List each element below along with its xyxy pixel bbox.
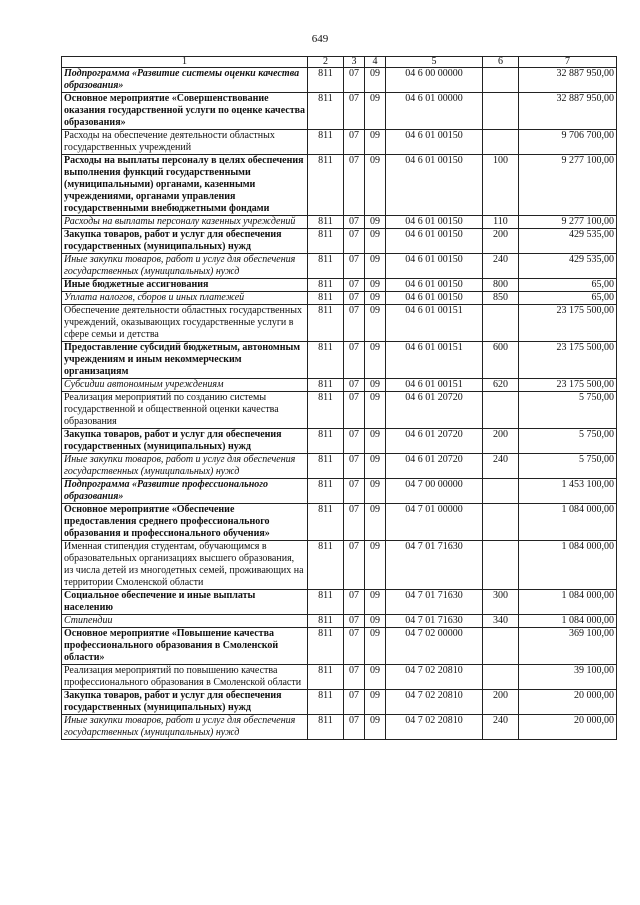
expense-type-code-cell: 850: [483, 292, 519, 305]
subsection-code-cell: 09: [365, 454, 386, 479]
expense-type-code-cell: 300: [483, 590, 519, 615]
subsection-code-cell: 09: [365, 292, 386, 305]
section-code-cell: 07: [344, 216, 365, 229]
subsection-code-cell: 09: [365, 665, 386, 690]
section-code-cell: 07: [344, 715, 365, 740]
target-article-code-cell: 04 6 01 20720: [386, 429, 483, 454]
table-row: [62, 155, 617, 216]
expense-name-cell: Основное мероприятие «Обеспечение предоставления среднего профессионального образования и профессионального обучения»: [62, 504, 308, 541]
subsection-code-cell: 09: [365, 342, 386, 379]
table-row: [62, 690, 617, 715]
amount-cell: 5 750,00: [519, 429, 617, 454]
table-row: [62, 615, 617, 628]
ministry-code-cell: 811: [308, 504, 344, 541]
table-row: [62, 454, 617, 479]
expense-name-cell: Предоставление субсидий бюджетным, автономным учреждениям и иным некоммерческим организациям: [62, 342, 308, 379]
ministry-code-cell: 811: [308, 292, 344, 305]
expense-type-code-cell: [483, 68, 519, 93]
subsection-code-cell: 09: [365, 479, 386, 504]
expense-name-cell: Расходы на обеспечение деятельности областных государственных учреждений: [62, 130, 308, 155]
table-row: [62, 628, 617, 665]
table-row: [62, 504, 617, 541]
amount-cell: 429 535,00: [519, 229, 617, 254]
ministry-code-cell: 811: [308, 93, 344, 130]
subsection-code-cell: 09: [365, 254, 386, 279]
target-article-code-cell: 04 6 01 00150: [386, 254, 483, 279]
expense-name-cell: Основное мероприятие «Повышение качества профессионального образования в Смоленской области»: [62, 628, 308, 665]
subsection-code-cell: 09: [365, 690, 386, 715]
amount-cell: 65,00: [519, 292, 617, 305]
target-article-code-cell: 04 7 02 00000: [386, 628, 483, 665]
section-code-cell: 07: [344, 155, 365, 216]
header-row: [62, 57, 617, 68]
subsection-code-cell: 09: [365, 392, 386, 429]
section-code-cell: 07: [344, 479, 365, 504]
amount-cell: 1 453 100,00: [519, 479, 617, 504]
amount-cell: 1 084 000,00: [519, 590, 617, 615]
section-code-cell: 07: [344, 130, 365, 155]
expense-type-code-cell: [483, 479, 519, 504]
column-header: 3: [344, 57, 365, 68]
expense-type-code-cell: 340: [483, 615, 519, 628]
target-article-code-cell: 04 6 01 00151: [386, 379, 483, 392]
amount-cell: 20 000,00: [519, 715, 617, 740]
column-header: 5: [386, 57, 483, 68]
section-code-cell: 07: [344, 454, 365, 479]
amount-cell: 23 175 500,00: [519, 342, 617, 379]
expense-name-cell: Расходы на выплаты персоналу в целях обеспечения выполнения функций государственными (муниципальными) органами, казенными учреждениями, органами управления государственными внебюджетными фондами: [62, 155, 308, 216]
amount-cell: 9 277 100,00: [519, 216, 617, 229]
column-header: 4: [365, 57, 386, 68]
amount-cell: 32 887 950,00: [519, 68, 617, 93]
ministry-code-cell: 811: [308, 690, 344, 715]
expense-type-code-cell: [483, 93, 519, 130]
expense-name-cell: Социальное обеспечение и иные выплаты населению: [62, 590, 308, 615]
subsection-code-cell: 09: [365, 93, 386, 130]
amount-cell: 369 100,00: [519, 628, 617, 665]
amount-cell: 9 277 100,00: [519, 155, 617, 216]
section-code-cell: 07: [344, 392, 365, 429]
ministry-code-cell: 811: [308, 68, 344, 93]
expense-type-code-cell: 100: [483, 155, 519, 216]
ministry-code-cell: 811: [308, 155, 344, 216]
column-header: 6: [483, 57, 519, 68]
subsection-code-cell: 09: [365, 715, 386, 740]
expense-type-code-cell: 110: [483, 216, 519, 229]
expense-type-code-cell: [483, 130, 519, 155]
amount-cell: 20 000,00: [519, 690, 617, 715]
column-header: 2: [308, 57, 344, 68]
expense-name-cell: Подпрограмма «Развитие профессионального образования»: [62, 479, 308, 504]
ministry-code-cell: 811: [308, 305, 344, 342]
target-article-code-cell: 04 7 02 20810: [386, 665, 483, 690]
expense-type-code-cell: 800: [483, 279, 519, 292]
target-article-code-cell: 04 6 01 00150: [386, 279, 483, 292]
ministry-code-cell: 811: [308, 392, 344, 429]
target-article-code-cell: 04 6 01 00150: [386, 155, 483, 216]
ministry-code-cell: 811: [308, 229, 344, 254]
amount-cell: 9 706 700,00: [519, 130, 617, 155]
expense-name-cell: Расходы на выплаты персоналу казенных учреждений: [62, 216, 308, 229]
target-article-code-cell: 04 6 01 00150: [386, 229, 483, 254]
section-code-cell: 07: [344, 93, 365, 130]
expense-type-code-cell: 200: [483, 429, 519, 454]
expense-name-cell: Стипендии: [62, 615, 308, 628]
table-row: [62, 342, 617, 379]
expense-type-code-cell: 240: [483, 454, 519, 479]
section-code-cell: 07: [344, 690, 365, 715]
expense-name-cell: Именная стипендия студентам, обучающимся в образовательных организациях высшего образования, из числа детей из многодетных семей, проживающих на территории Смоленской области: [62, 541, 308, 590]
section-code-cell: 07: [344, 342, 365, 379]
table-row: [62, 541, 617, 590]
amount-cell: 1 084 000,00: [519, 504, 617, 541]
table-row: [62, 254, 617, 279]
subsection-code-cell: 09: [365, 615, 386, 628]
amount-cell: 429 535,00: [519, 254, 617, 279]
table-row: [62, 429, 617, 454]
subsection-code-cell: 09: [365, 379, 386, 392]
target-article-code-cell: 04 6 00 00000: [386, 68, 483, 93]
page-number: 649: [311, 33, 329, 45]
amount-cell: 23 175 500,00: [519, 379, 617, 392]
section-code-cell: 07: [344, 615, 365, 628]
expense-name-cell: Закупка товаров, работ и услуг для обеспечения государственных (муниципальных) нужд: [62, 229, 308, 254]
subsection-code-cell: 09: [365, 541, 386, 590]
ministry-code-cell: 811: [308, 479, 344, 504]
target-article-code-cell: 04 7 02 20810: [386, 690, 483, 715]
expense-type-code-cell: 240: [483, 715, 519, 740]
amount-cell: 23 175 500,00: [519, 305, 617, 342]
amount-cell: 1 084 000,00: [519, 615, 617, 628]
expense-name-cell: Обеспечение деятельности областных государственных учреждений, оказывающих государственные услуги в сфере семьи и детства: [62, 305, 308, 342]
target-article-code-cell: 04 6 01 20720: [386, 392, 483, 429]
expense-name-cell: Основное мероприятие «Совершенствование оказания государственной услуги по оценке качества образования»: [62, 93, 308, 130]
expense-name-cell: Иные бюджетные ассигнования: [62, 279, 308, 292]
target-article-code-cell: 04 7 01 00000: [386, 504, 483, 541]
expense-type-code-cell: 240: [483, 254, 519, 279]
table-row: [62, 305, 617, 342]
expense-type-code-cell: 600: [483, 342, 519, 379]
expense-type-code-cell: 200: [483, 690, 519, 715]
section-code-cell: 07: [344, 628, 365, 665]
expense-type-code-cell: [483, 305, 519, 342]
table-row: [62, 665, 617, 690]
target-article-code-cell: 04 6 01 20720: [386, 454, 483, 479]
ministry-code-cell: 811: [308, 715, 344, 740]
ministry-code-cell: 811: [308, 216, 344, 229]
table-row: [62, 130, 617, 155]
expense-name-cell: Закупка товаров, работ и услуг для обеспечения государственных (муниципальных) нужд: [62, 429, 308, 454]
ministry-code-cell: 811: [308, 130, 344, 155]
table-row: [62, 93, 617, 130]
target-article-code-cell: 04 7 01 71630: [386, 541, 483, 590]
expense-name-cell: Реализация мероприятий по повышению качества профессионального образования в Смоленской области: [62, 665, 308, 690]
amount-cell: 1 084 000,00: [519, 541, 617, 590]
amount-cell: 5 750,00: [519, 392, 617, 429]
ministry-code-cell: 811: [308, 279, 344, 292]
ministry-code-cell: 811: [308, 665, 344, 690]
subsection-code-cell: 09: [365, 216, 386, 229]
table-row: [62, 216, 617, 229]
table-row: [62, 68, 617, 93]
target-article-code-cell: 04 7 00 00000: [386, 479, 483, 504]
expense-name-cell: Иные закупки товаров, работ и услуг для обеспечения государственных (муниципальных) нужд: [62, 254, 308, 279]
table-row: [62, 292, 617, 305]
expense-type-code-cell: [483, 628, 519, 665]
expense-name-cell: Подпрограмма «Развитие системы оценки качества образования»: [62, 68, 308, 93]
expense-type-code-cell: 620: [483, 379, 519, 392]
section-code-cell: 07: [344, 279, 365, 292]
table-row: [62, 392, 617, 429]
amount-cell: 39 100,00: [519, 665, 617, 690]
table-row: [62, 715, 617, 740]
target-article-code-cell: 04 6 01 00151: [386, 342, 483, 379]
subsection-code-cell: 09: [365, 590, 386, 615]
section-code-cell: 07: [344, 590, 365, 615]
ministry-code-cell: 811: [308, 342, 344, 379]
subsection-code-cell: 09: [365, 504, 386, 541]
budget-table: [61, 56, 617, 740]
expense-name-cell: Реализация мероприятий по созданию системы государственной и общественной оценки качества образования: [62, 392, 308, 429]
subsection-code-cell: 09: [365, 130, 386, 155]
target-article-code-cell: 04 6 01 00000: [386, 93, 483, 130]
expense-type-code-cell: [483, 392, 519, 429]
expense-name-cell: Закупка товаров, работ и услуг для обеспечения государственных (муниципальных) нужд: [62, 690, 308, 715]
target-article-code-cell: 04 6 01 00150: [386, 292, 483, 305]
section-code-cell: 07: [344, 379, 365, 392]
column-header: 7: [519, 57, 617, 68]
table-body: [62, 57, 617, 740]
column-header: 1: [62, 57, 308, 68]
table-row: [62, 590, 617, 615]
section-code-cell: 07: [344, 504, 365, 541]
section-code-cell: 07: [344, 292, 365, 305]
expense-type-code-cell: [483, 541, 519, 590]
subsection-code-cell: 09: [365, 68, 386, 93]
amount-cell: 32 887 950,00: [519, 93, 617, 130]
subsection-code-cell: 09: [365, 628, 386, 665]
subsection-code-cell: 09: [365, 279, 386, 292]
table-row: [62, 479, 617, 504]
ministry-code-cell: 811: [308, 541, 344, 590]
expense-name-cell: Иные закупки товаров, работ и услуг для обеспечения государственных (муниципальных) нужд: [62, 715, 308, 740]
section-code-cell: 07: [344, 229, 365, 254]
section-code-cell: 07: [344, 68, 365, 93]
ministry-code-cell: 811: [308, 628, 344, 665]
expense-type-code-cell: [483, 665, 519, 690]
target-article-code-cell: 04 6 01 00150: [386, 216, 483, 229]
target-article-code-cell: 04 7 02 20810: [386, 715, 483, 740]
amount-cell: 5 750,00: [519, 454, 617, 479]
table-row: [62, 379, 617, 392]
ministry-code-cell: 811: [308, 429, 344, 454]
subsection-code-cell: 09: [365, 305, 386, 342]
expense-type-code-cell: [483, 504, 519, 541]
expense-name-cell: Субсидии автономным учреждениям: [62, 379, 308, 392]
target-article-code-cell: 04 7 01 71630: [386, 615, 483, 628]
table-row: [62, 229, 617, 254]
section-code-cell: 07: [344, 254, 365, 279]
subsection-code-cell: 09: [365, 155, 386, 216]
section-code-cell: 07: [344, 665, 365, 690]
amount-cell: 65,00: [519, 279, 617, 292]
section-code-cell: 07: [344, 305, 365, 342]
expense-type-code-cell: 200: [483, 229, 519, 254]
ministry-code-cell: 811: [308, 590, 344, 615]
expense-name-cell: Уплата налогов, сборов и иных платежей: [62, 292, 308, 305]
target-article-code-cell: 04 7 01 71630: [386, 590, 483, 615]
target-article-code-cell: 04 6 01 00151: [386, 305, 483, 342]
ministry-code-cell: 811: [308, 379, 344, 392]
ministry-code-cell: 811: [308, 254, 344, 279]
ministry-code-cell: 811: [308, 454, 344, 479]
section-code-cell: 07: [344, 429, 365, 454]
subsection-code-cell: 09: [365, 429, 386, 454]
table-row: [62, 279, 617, 292]
ministry-code-cell: 811: [308, 615, 344, 628]
expense-name-cell: Иные закупки товаров, работ и услуг для обеспечения государственных (муниципальных) нужд: [62, 454, 308, 479]
target-article-code-cell: 04 6 01 00150: [386, 130, 483, 155]
section-code-cell: 07: [344, 541, 365, 590]
subsection-code-cell: 09: [365, 229, 386, 254]
